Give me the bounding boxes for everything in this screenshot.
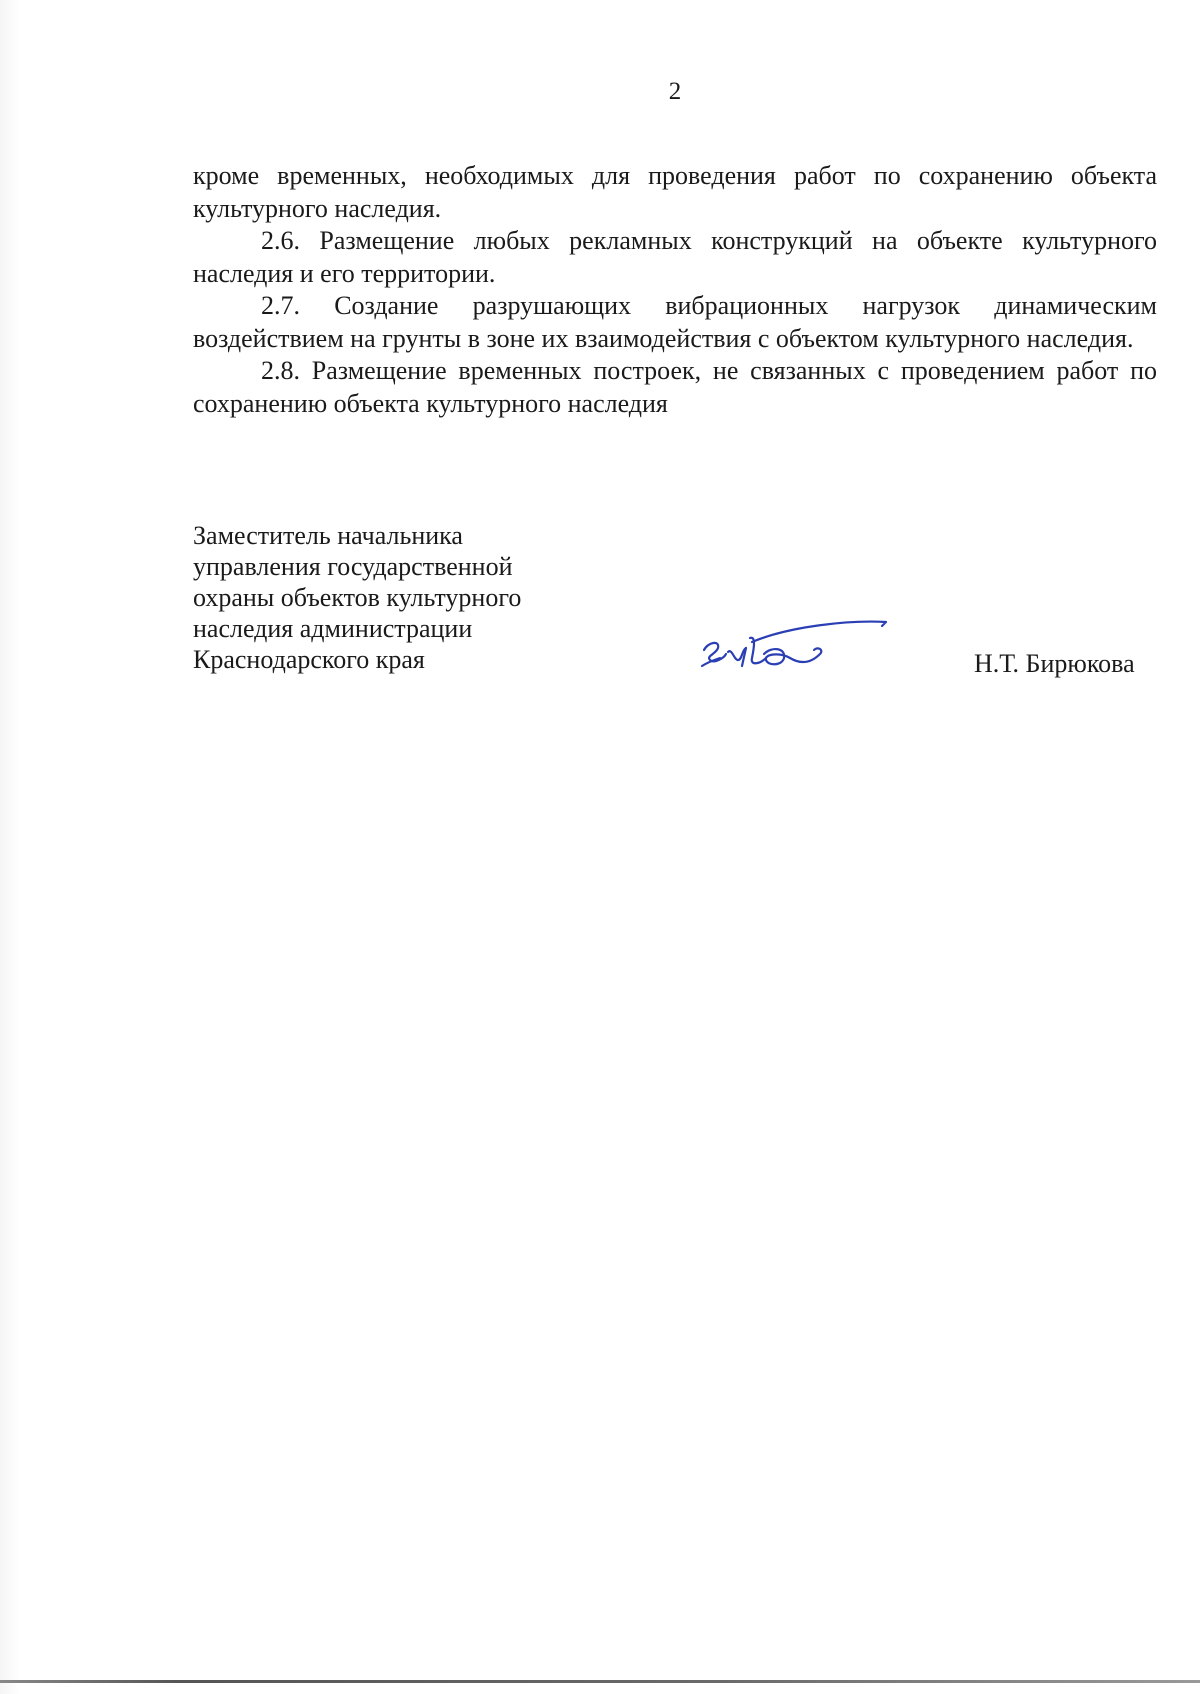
paragraph-item-2-8: 2.8. Размещение временных построек, не связанных с проведением работ по сохранению объекта культурного наследия [193, 356, 1157, 418]
paragraph-item-2-7: 2.7. Создание разрушающих вибрационных нагрузок динамическим воздействием на грунты в зоне их взаимодействия с объектом культурного наследия. [193, 291, 1157, 353]
paragraph-continuation: кроме временных, необходимых для проведения работ по сохранению объекта культурного наследия. [193, 161, 1157, 223]
page-number-value: 2 [668, 78, 682, 105]
paragraph-item-2-6: 2.6. Размещение любых рекламных конструкций на объекте культурного наследия и его территории. [193, 226, 1157, 288]
position-line: управления государственной [193, 552, 513, 581]
position-line: Краснодарского края [193, 645, 425, 674]
signatory-name: Н.Т. Бирюкова [974, 649, 1135, 678]
position-line: охраны объектов культурного [193, 583, 522, 612]
scan-bottom-edge [0, 1680, 1200, 1683]
page-number [0, 78, 1200, 106]
position-line: Заместитель начальника [193, 521, 463, 550]
signatory-position [193, 520, 521, 675]
handwritten-signature [690, 608, 890, 688]
position-line: наследия администрации [193, 614, 473, 643]
document-body [193, 160, 1157, 420]
scan-edge-shade [0, 0, 20, 1694]
